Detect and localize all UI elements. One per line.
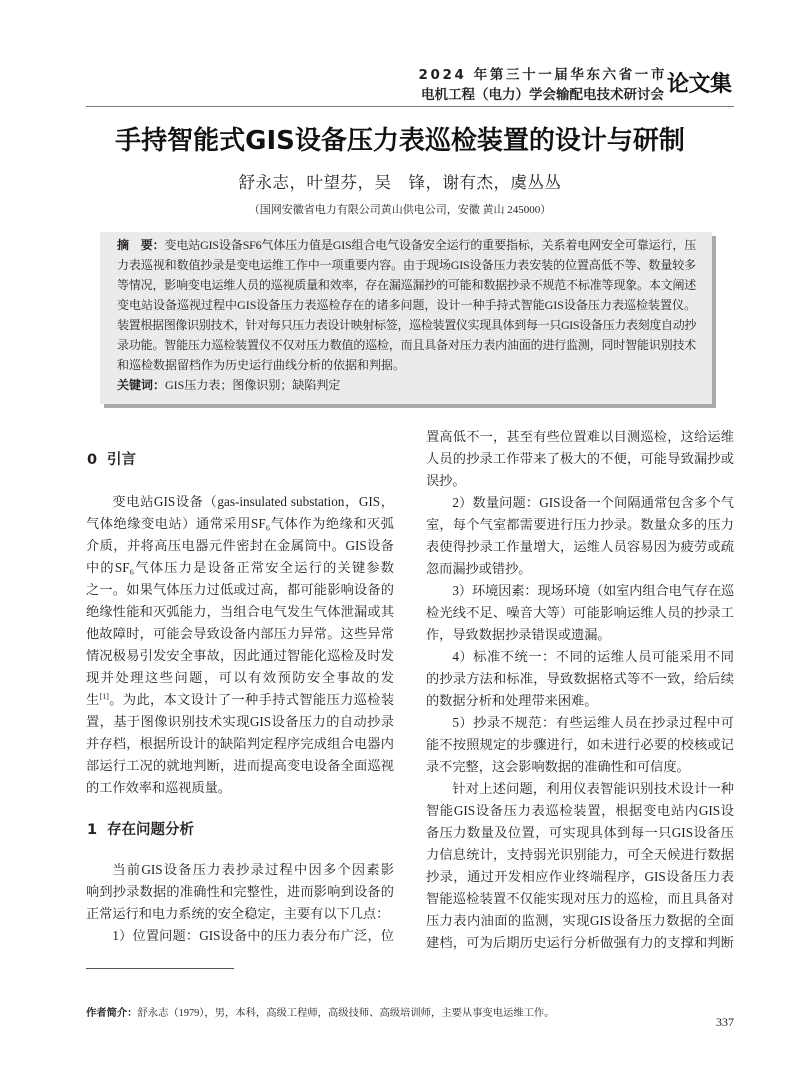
left-column-paragraph bbox=[86, 859, 394, 947]
text-run: 。为此，本文设计了一种手持式智能压力巡检装 bbox=[108, 692, 395, 707]
text-line: 气体绝缘变电站）通常采用SF₆气体作为绝缘和灭弧 bbox=[86, 516, 394, 531]
text-line: 之一。如果气体压力过低或过高，都可能影响设备的 bbox=[86, 582, 394, 597]
text-line: 介质，并将高压电器元件密封在金属筒中。GIS设备 bbox=[86, 538, 394, 553]
text-line: 表使得抄录工作量增大，运维人员容易因为疲劳或疏 bbox=[426, 539, 734, 554]
text-line: 作，导致数据抄录错误或遗漏。 bbox=[426, 627, 611, 642]
text-line: 1）位置问题：GIS设备中的压力表分布广泛，位 bbox=[112, 928, 394, 943]
proceedings-badge: 论文集 bbox=[667, 72, 732, 97]
text-line: 室，每个气室都需要进行压力抄录。数量众多的压力 bbox=[426, 517, 734, 532]
header-rule bbox=[86, 106, 734, 107]
author-affiliation: （国网安徽省电力有限公司黄山供电公司，安徽 黄山 245000） bbox=[248, 204, 552, 216]
keywords-label: 关键词： bbox=[117, 378, 166, 392]
section-title: 存在问题分析 bbox=[107, 822, 194, 838]
text-run: 生 bbox=[86, 692, 100, 707]
abstract-line: 录功能。智能压力巡检装置仪不仅对压力数值的巡检，而且具备对压力表内油面的进行监测，同时智能识别技术 bbox=[117, 338, 696, 352]
text-line: 误抄。 bbox=[426, 473, 466, 488]
text-line: 部运行工况的就地判断，进而提高变电设备全面巡视 bbox=[86, 758, 394, 773]
text-line: 现并处理这些问题，可以有效预防安全事故的发 bbox=[86, 670, 394, 685]
abstract-line bbox=[117, 235, 696, 255]
section-title: 引言 bbox=[107, 452, 136, 468]
left-column-paragraph bbox=[86, 491, 394, 799]
footnote-rule bbox=[86, 968, 234, 969]
section-heading bbox=[87, 449, 136, 471]
citation-ref: [1] bbox=[99, 692, 109, 701]
text-line: 4）标准不统一：不同的运维人员可能采用不同 bbox=[452, 649, 734, 664]
abstract-line: 变电站设备巡视过程中GIS设备压力表巡检存在的诸多问题，设计一种手持式智能GIS设备压力表巡检装置仪。 bbox=[117, 298, 696, 312]
text-line: 备压力数量及位置，可实现具体到每一只GIS设备压 bbox=[426, 825, 734, 840]
abstract-line-text: 变电站GIS设备SF6气体压力值是GIS组合电气设备安全运行的重要指标，关系着电网安全可靠运行，压 bbox=[164, 238, 696, 252]
keywords-text: GIS压力表；图像识别；缺陷判定 bbox=[165, 378, 341, 392]
text-line: 人员的抄录工作带来了极大的不便，可能导致漏抄或 bbox=[426, 451, 734, 466]
text-line: 智能巡检装置不仅能实现对压力的巡检，而且具备对 bbox=[426, 891, 734, 906]
section-number: 0 bbox=[87, 452, 98, 468]
abstract-line: 力表巡视和数值抄录是变电运维工作中一项重要内容。由于现场GIS设备压力表安装的位置高低不等、数量较多 bbox=[117, 258, 696, 272]
text-line: 能不按照规定的步骤进行，如未进行必要的校核或记 bbox=[426, 737, 734, 752]
text-line: 压力表内油面的监测，实现GIS设备压力数据的全面 bbox=[426, 913, 734, 928]
section-number: 1 bbox=[87, 822, 98, 838]
author-note bbox=[86, 1005, 555, 1022]
text-line: 变电站GIS设备（gas-insulated substation，GIS， bbox=[112, 494, 394, 509]
text-line: 响到抄录数据的准确性和完整性，进而影响到设备的 bbox=[86, 884, 394, 899]
author-list: 舒永志，叶望芬，吴 锋，谢有杰，虞丛丛 bbox=[238, 173, 562, 192]
text-line: 情况极易引发安全事故，因此通过智能化巡检及时发 bbox=[86, 648, 394, 663]
right-column bbox=[426, 426, 734, 954]
abstract-line: 装置根据图像识别技术，针对每只压力表设计映射标签，巡检装置仪实现具体到每一只GIS设备压力表刻度自动抄 bbox=[117, 318, 696, 332]
author-note-text: 舒永志（1979），男，本科，高级工程师，高级技师、高级培训师，主要从事变电运维工作。 bbox=[137, 1008, 555, 1019]
text-line: 力信息统计，支持弱光识别能力，可全天候进行数据 bbox=[426, 847, 734, 862]
author-note-label: 作者简介： bbox=[86, 1007, 138, 1019]
text-line: 的数据分析和处理带来困难。 bbox=[426, 693, 598, 708]
text-line: 的工作效率和巡视质量。 bbox=[86, 780, 232, 795]
abstract-text bbox=[117, 235, 696, 395]
text-line: 并存档，根据所设计的缺陷判定程序完成组合电器内 bbox=[86, 736, 394, 751]
text-line: 智能GIS设备压力表巡检装置，根据变电站内GIS设 bbox=[426, 803, 734, 818]
text-line: 忽而漏抄或错抄。 bbox=[426, 561, 532, 576]
abstract-line: 和巡检数据留档作为历史运行曲线分析的依据和判据。 bbox=[117, 358, 406, 372]
text-line: 检光线不足、噪音大等）可能影响运维人员的抄录工 bbox=[426, 605, 734, 620]
text-line bbox=[86, 689, 394, 711]
header-society-line: 电机工程（电力）学会输配电技术研讨会 bbox=[421, 87, 664, 103]
paper-title: 手持智能式GIS设备压力表巡检装置的设计与研制 bbox=[115, 126, 685, 156]
text-line: 抄录，通过开发相应作业终端程序，GIS设备压力表 bbox=[426, 869, 734, 884]
abstract-line: 等情况，影响变电运维人员的巡视质量和效率，存在漏巡漏抄的可能和数据抄录不规范不标准等现象。本文阐述 bbox=[117, 278, 696, 292]
text-line: 置，基于图像识别技术实现GIS设备压力的自动抄录 bbox=[86, 714, 394, 729]
text-line: 2）数量问题：GIS设备一个间隔通常包含多个气 bbox=[452, 495, 734, 510]
text-line: 中的SF₆气体压力是设备正常安全运行的关键参数 bbox=[86, 560, 394, 575]
text-line: 5）抄录不规范：有些运维人员在抄录过程中可 bbox=[452, 715, 734, 730]
text-line: 建档，可为后期历史运行分析做强有力的支撑和判断 bbox=[426, 935, 734, 950]
header-conference-line: 2024 年第三十一届华东六省一市 bbox=[418, 67, 667, 83]
text-line: 录不完整，这会影响数据的准确性和可信度。 bbox=[426, 759, 690, 774]
text-line: 置高低不一，甚至有些位置难以目测巡检，这给运维 bbox=[426, 429, 734, 444]
abstract-label: 摘 要： bbox=[117, 238, 165, 252]
text-line: 的抄录方法和标准，导致数据格式等不一致，给后续 bbox=[426, 671, 734, 686]
section-heading bbox=[87, 819, 194, 841]
keywords-line bbox=[117, 375, 696, 395]
text-line: 他故障时，可能会导致设备内部压力异常。这些异常 bbox=[86, 626, 394, 641]
text-line: 3）环境因素：现场环境（如室内组合电气存在巡 bbox=[452, 583, 734, 598]
text-line: 当前GIS设备压力表抄录过程中因多个因素影 bbox=[112, 862, 394, 877]
text-line: 针对上述问题，利用仪表智能识别技术设计一种 bbox=[452, 781, 734, 796]
text-line: 正常运行和电力系统的安全稳定，主要有以下几点： bbox=[86, 906, 390, 921]
page-number: 337 bbox=[716, 1015, 734, 1029]
text-line: 绝缘性能和灭弧能力，当组合电气发生气体泄漏或其 bbox=[86, 604, 394, 619]
